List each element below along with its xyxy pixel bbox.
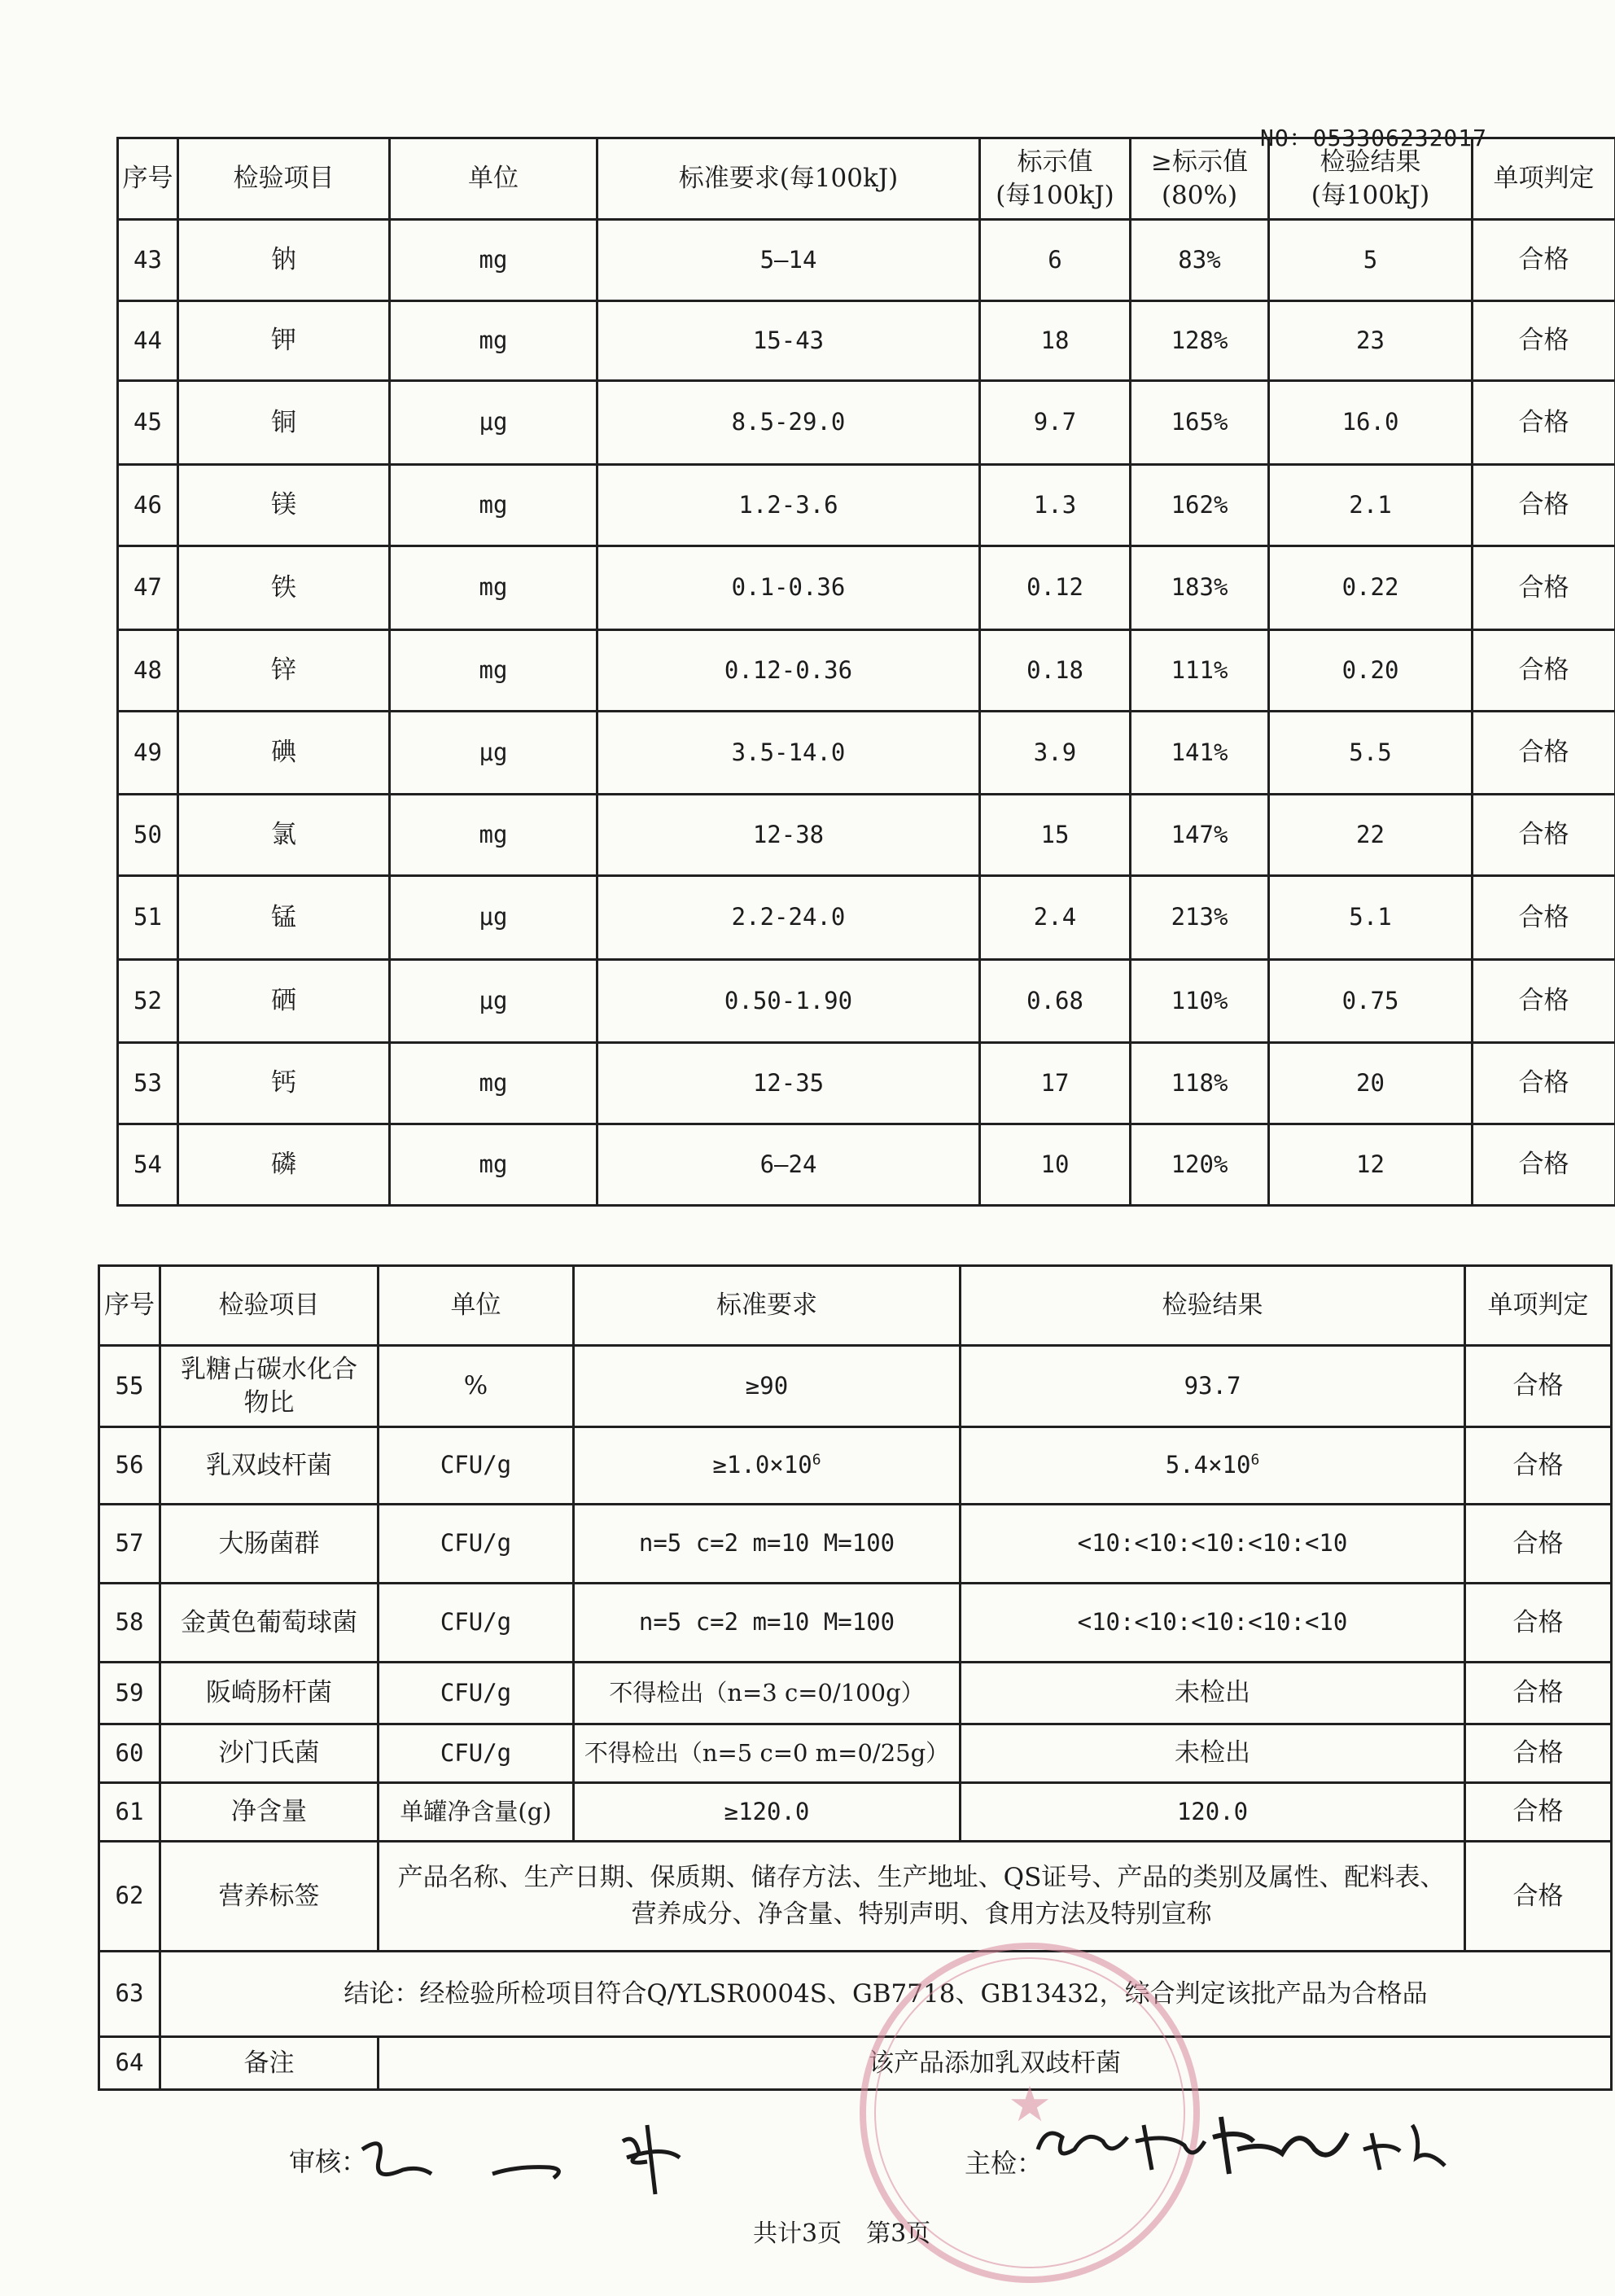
cell-standard: $\ge 1.0\times 10^6$ bbox=[574, 1427, 961, 1505]
cell-unit: 单罐净含量(g) bbox=[379, 1783, 574, 1842]
cell-standard: 0.12-0.36 bbox=[597, 630, 980, 712]
chief-inspector-label: 主检： bbox=[965, 2143, 1043, 2180]
cell-standard: n=5 c=2 m=10 M=100 bbox=[574, 1584, 961, 1663]
cell-seq: 46 bbox=[118, 465, 178, 546]
cell-result: 22 bbox=[1269, 795, 1473, 876]
cell-seq: 44 bbox=[118, 301, 178, 381]
cell-ge-label: 128% bbox=[1131, 301, 1269, 381]
cell-label-value: 3.9 bbox=[980, 712, 1131, 795]
cell-item: 金黄色葡萄球菌 bbox=[160, 1584, 379, 1663]
cell-judge: 合格 bbox=[1465, 1842, 1612, 1952]
cell-ge-label: 83% bbox=[1131, 220, 1269, 301]
cell-seq: 63 bbox=[99, 1952, 160, 2037]
cell-item: 氯 bbox=[178, 795, 390, 876]
cell-result: 5.1 bbox=[1269, 876, 1473, 960]
table-row bbox=[118, 301, 1615, 381]
cell-result: <10:<10:<10:<10:<10 bbox=[961, 1505, 1465, 1584]
cell-ge-label: 120% bbox=[1131, 1124, 1269, 1206]
cell-result: 未检出 bbox=[961, 1724, 1465, 1783]
cell-result: <10:<10:<10:<10:<10 bbox=[961, 1584, 1465, 1663]
cell-item: 阪崎肠杆菌 bbox=[160, 1663, 379, 1724]
table-row bbox=[118, 1043, 1615, 1124]
cell-item: 钙 bbox=[178, 1043, 390, 1124]
table-row bbox=[118, 712, 1615, 795]
cell-judge: 合格 bbox=[1473, 876, 1615, 960]
cell-ge-label: 147% bbox=[1131, 795, 1269, 876]
table-header-row bbox=[99, 1266, 1612, 1346]
header-judge: 单项判定 bbox=[1473, 138, 1615, 220]
table-header-row bbox=[118, 138, 1615, 220]
cell-item: 大肠菌群 bbox=[160, 1505, 379, 1584]
table-row bbox=[118, 465, 1615, 546]
cell-seq: 60 bbox=[99, 1724, 160, 1783]
cell-result: 120.0 bbox=[961, 1783, 1465, 1842]
cell-judge: 合格 bbox=[1473, 630, 1615, 712]
cell-ge-label: 165% bbox=[1131, 381, 1269, 465]
nutrient-table bbox=[116, 137, 1615, 1207]
cell-unit: mg bbox=[390, 1124, 597, 1206]
cell-standard: 2.2-24.0 bbox=[597, 876, 980, 960]
cell-unit: CFU/g bbox=[379, 1724, 574, 1783]
cell-judge: 合格 bbox=[1473, 546, 1615, 630]
cell-unit: mg bbox=[390, 301, 597, 381]
table-row bbox=[118, 795, 1615, 876]
cell-unit: μg bbox=[390, 712, 597, 795]
header-unit: 单位 bbox=[390, 138, 597, 220]
cell-unit: μg bbox=[390, 960, 597, 1043]
cell-seq: 62 bbox=[99, 1842, 160, 1952]
cell-item: 净含量 bbox=[160, 1783, 379, 1842]
cell-seq: 51 bbox=[118, 876, 178, 960]
header-unit: 单位 bbox=[379, 1266, 574, 1346]
cell-judge: 合格 bbox=[1465, 1724, 1612, 1783]
cell-standard: ≥120.0 bbox=[574, 1783, 961, 1842]
cell-label-content: 产品名称、生产日期、保质期、储存方法、生产地址、QS证号、产品的类别及属性、配料表、营养成分、净含量、特别声明、食用方法及特别宣称 bbox=[379, 1842, 1465, 1952]
cell-ge-label: 213% bbox=[1131, 876, 1269, 960]
cell-ge-label: 118% bbox=[1131, 1043, 1269, 1124]
header-item: 检验项目 bbox=[178, 138, 390, 220]
cell-judge: 合格 bbox=[1465, 1584, 1612, 1663]
header-ge-label: ≥标示值 (80%) bbox=[1131, 138, 1269, 220]
cell-label-value: 2.4 bbox=[980, 876, 1131, 960]
cell-seq: 43 bbox=[118, 220, 178, 301]
cell-seq: 57 bbox=[99, 1505, 160, 1584]
cell-judge: 合格 bbox=[1465, 1505, 1612, 1584]
cell-ge-label: 141% bbox=[1131, 712, 1269, 795]
table-row bbox=[99, 1584, 1612, 1663]
remark-text: 该产品添加乳双歧杆菌 bbox=[379, 2037, 1612, 2090]
cell-standard: 8.5-29.0 bbox=[597, 381, 980, 465]
cell-standard: 3.5-14.0 bbox=[597, 712, 980, 795]
cell-item: 钾 bbox=[178, 301, 390, 381]
table-row bbox=[99, 1346, 1612, 1427]
cell-judge: 合格 bbox=[1473, 1124, 1615, 1206]
cell-result: 23 bbox=[1269, 301, 1473, 381]
cell-judge: 合格 bbox=[1473, 712, 1615, 795]
cell-judge: 合格 bbox=[1473, 960, 1615, 1043]
cell-seq: 45 bbox=[118, 381, 178, 465]
cell-judge: 合格 bbox=[1473, 381, 1615, 465]
table-row bbox=[99, 1427, 1612, 1505]
header-result: 检验结果 (每100kJ) bbox=[1269, 138, 1473, 220]
cell-label-value: 9.7 bbox=[980, 381, 1131, 465]
chief-inspector-signature bbox=[1030, 2092, 1461, 2182]
report-number: NO：053306232017 bbox=[1260, 120, 1487, 153]
table-row bbox=[118, 1124, 1615, 1206]
cell-result: 0.20 bbox=[1269, 630, 1473, 712]
table-row bbox=[99, 1783, 1612, 1842]
cell-standard: 6—24 bbox=[597, 1124, 980, 1206]
cell-seq: 59 bbox=[99, 1663, 160, 1724]
cell-result: 20 bbox=[1269, 1043, 1473, 1124]
audit-signature bbox=[354, 2109, 712, 2198]
cell-item: 碘 bbox=[178, 712, 390, 795]
cell-judge: 合格 bbox=[1465, 1427, 1612, 1505]
cell-standard: 12-35 bbox=[597, 1043, 980, 1124]
table-row bbox=[118, 546, 1615, 630]
cell-seq: 64 bbox=[99, 2037, 160, 2090]
cell-unit: μg bbox=[390, 381, 597, 465]
cell-seq: 50 bbox=[118, 795, 178, 876]
cell-unit: CFU/g bbox=[379, 1663, 574, 1724]
cell-label-value: 18 bbox=[980, 301, 1131, 381]
cell-unit: CFU/g bbox=[379, 1584, 574, 1663]
cell-unit: mg bbox=[390, 220, 597, 301]
cell-item: 沙门氏菌 bbox=[160, 1724, 379, 1783]
cell-unit: mg bbox=[390, 465, 597, 546]
cell-unit: mg bbox=[390, 630, 597, 712]
cell-seq: 58 bbox=[99, 1584, 160, 1663]
cell-result: 2.1 bbox=[1269, 465, 1473, 546]
cell-result: 未检出 bbox=[961, 1663, 1465, 1724]
cell-label-value: 15 bbox=[980, 795, 1131, 876]
cell-seq: 61 bbox=[99, 1783, 160, 1842]
cell-judge: 合格 bbox=[1465, 1663, 1612, 1724]
cell-judge: 合格 bbox=[1473, 1043, 1615, 1124]
page-indicator: 共计3页 第3页 bbox=[753, 2213, 930, 2249]
cell-item: 硒 bbox=[178, 960, 390, 1043]
table-row bbox=[99, 1505, 1612, 1584]
table-row bbox=[99, 1663, 1612, 1724]
header-standard: 标准要求 bbox=[574, 1266, 961, 1346]
cell-unit: % bbox=[379, 1346, 574, 1427]
cell-ge-label: 162% bbox=[1131, 465, 1269, 546]
cell-standard: 0.50-1.90 bbox=[597, 960, 980, 1043]
cell-seq: 53 bbox=[118, 1043, 178, 1124]
conclusion-text: 结论：经检验所检项目符合Q/YLSR0004S、GB7718、GB13432，综合判定该批产品为合格品 bbox=[160, 1952, 1612, 2037]
cell-label-value: 0.12 bbox=[980, 546, 1131, 630]
cell-unit: mg bbox=[390, 1043, 597, 1124]
table-row bbox=[118, 960, 1615, 1043]
cell-seq: 47 bbox=[118, 546, 178, 630]
svg-text:★: ★ bbox=[1008, 2076, 1052, 2133]
cell-result: $5.4\times 10^6$ bbox=[961, 1427, 1465, 1505]
header-item: 检验项目 bbox=[160, 1266, 379, 1346]
cell-standard: 12-38 bbox=[597, 795, 980, 876]
cell-ge-label: 111% bbox=[1131, 630, 1269, 712]
table-row bbox=[118, 876, 1615, 960]
cell-label-value: 17 bbox=[980, 1043, 1131, 1124]
cell-unit: CFU/g bbox=[379, 1505, 574, 1584]
cell-standard: 15-43 bbox=[597, 301, 980, 381]
cell-result: 5.5 bbox=[1269, 712, 1473, 795]
cell-seq: 55 bbox=[99, 1346, 160, 1427]
table-row bbox=[118, 381, 1615, 465]
cell-item: 营养标签 bbox=[160, 1842, 379, 1952]
cell-ge-label: 183% bbox=[1131, 546, 1269, 630]
header-standard: 标准要求(每100kJ) bbox=[597, 138, 980, 220]
cell-item: 锌 bbox=[178, 630, 390, 712]
table-row bbox=[99, 1724, 1612, 1783]
table-row bbox=[118, 630, 1615, 712]
audit-label: 审核： bbox=[289, 2141, 367, 2179]
cell-seq: 49 bbox=[118, 712, 178, 795]
cell-seq: 48 bbox=[118, 630, 178, 712]
cell-item: 乳双歧杆菌 bbox=[160, 1427, 379, 1505]
cell-item: 镁 bbox=[178, 465, 390, 546]
cell-judge: 合格 bbox=[1473, 301, 1615, 381]
cell-item: 铁 bbox=[178, 546, 390, 630]
cell-item: 钠 bbox=[178, 220, 390, 301]
cell-result: 0.75 bbox=[1269, 960, 1473, 1043]
cell-standard: ≥90 bbox=[574, 1346, 961, 1427]
cell-judge: 合格 bbox=[1473, 795, 1615, 876]
cell-label-value: 0.68 bbox=[980, 960, 1131, 1043]
header-seq: 序号 bbox=[99, 1266, 160, 1346]
table-row bbox=[118, 220, 1615, 301]
cell-standard: 不得检出（n=5 c=0 m=0/25g） bbox=[574, 1724, 961, 1783]
cell-result: 12 bbox=[1269, 1124, 1473, 1206]
cell-unit: μg bbox=[390, 876, 597, 960]
cell-seq: 54 bbox=[118, 1124, 178, 1206]
remark-label: 备注 bbox=[160, 2037, 379, 2090]
cell-unit: mg bbox=[390, 795, 597, 876]
cell-result: 16.0 bbox=[1269, 381, 1473, 465]
cell-standard: n=5 c=2 m=10 M=100 bbox=[574, 1505, 961, 1584]
cell-label-value: 0.18 bbox=[980, 630, 1131, 712]
cell-standard: 1.2-3.6 bbox=[597, 465, 980, 546]
header-judge: 单项判定 bbox=[1465, 1266, 1612, 1346]
cell-label-value: 1.3 bbox=[980, 465, 1131, 546]
cell-result: 5 bbox=[1269, 220, 1473, 301]
cell-unit: CFU/g bbox=[379, 1427, 574, 1505]
cell-seq: 56 bbox=[99, 1427, 160, 1505]
cell-standard: 5—14 bbox=[597, 220, 980, 301]
cell-judge: 合格 bbox=[1465, 1346, 1612, 1427]
cell-standard: 0.1-0.36 bbox=[597, 546, 980, 630]
cell-item: 铜 bbox=[178, 381, 390, 465]
cell-judge: 合格 bbox=[1465, 1783, 1612, 1842]
cell-item: 锰 bbox=[178, 876, 390, 960]
cell-result: 93.7 bbox=[961, 1346, 1465, 1427]
cell-item: 乳糖占碳水化合物比 bbox=[160, 1346, 379, 1427]
header-seq: 序号 bbox=[118, 138, 178, 220]
cell-judge: 合格 bbox=[1473, 220, 1615, 301]
cell-label-value: 10 bbox=[980, 1124, 1131, 1206]
cell-ge-label: 110% bbox=[1131, 960, 1269, 1043]
cell-judge: 合格 bbox=[1473, 465, 1615, 546]
header-result: 检验结果 bbox=[961, 1266, 1465, 1346]
header-label-value: 标示值 (每100kJ) bbox=[980, 138, 1131, 220]
cell-seq: 52 bbox=[118, 960, 178, 1043]
cell-item: 磷 bbox=[178, 1124, 390, 1206]
cell-result: 0.22 bbox=[1269, 546, 1473, 630]
cell-unit: mg bbox=[390, 546, 597, 630]
cell-label-value: 6 bbox=[980, 220, 1131, 301]
cell-standard: 不得检出（n=3 c=0/100g） bbox=[574, 1663, 961, 1724]
